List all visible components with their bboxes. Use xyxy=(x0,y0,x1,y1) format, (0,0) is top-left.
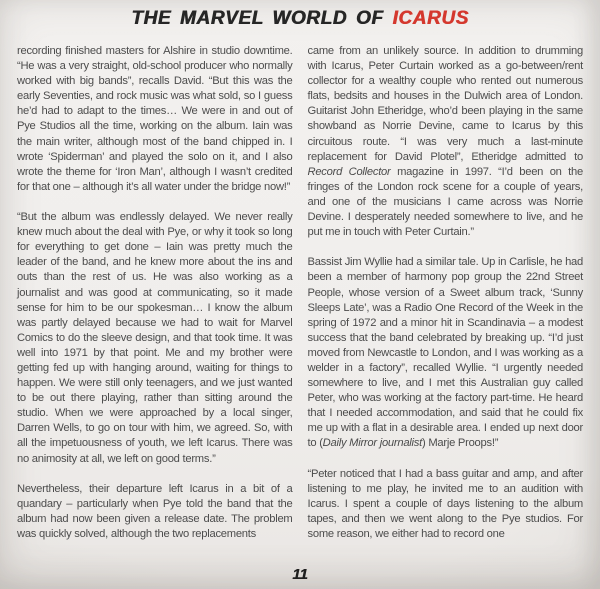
text-run: came from an unlikely source. In addition to drumming with Icarus, Peter Curtain worked as a go-between/rent collector for a wealthy couple who rented out numerous flats, bedsits and houses in the Dulwich area of London. Guitarist John Etheridge, who’d been playing in the same showband as Norrie Devine, came to Icarus by this circuitous route. “I was very much a last-minute replacement for David Plotel”, Etheridge admitted to xyxy=(307,45,583,163)
paragraph xyxy=(17,210,293,467)
text-run: “Peter noticed that I had a bass guitar and amp, and after listening to me play, he invited me to an audition with Icarus. I spent a couple of days listening to the album tapes, and then we went along to the Pye studios. For some reason, we either had to record one xyxy=(307,467,583,540)
text-run: Bassist Jim Wyllie had a similar tale. Up in Carlisle, he had been a member of harmony pop group the 22nd Street People, whose version of a Sweet album track, ‘Sunny Sleeps Late’, was a Radio One Record of the Week in the spring of 1972 and a minor hit in Scandinavia – a modest success that the band celebrated by breaking up. “I’d just moved from Newcastle to London, and I was working as a welder in a factory”, recalled Wyllie. “I urgently needed somewhere to live, and I met this Australian guy called Peter, who was working at the factory part-time. He heard that I needed accommodation, and said that he could fix me up with a flat in a desirable area. I ended up next door to ( xyxy=(307,256,583,450)
text-run: magazine in 1997. “I’d been on the fringes of the London rock scene for a couple of years, and one of the musicians I came across was Norrie Devine. I desperately needed somewhere to live, and he put me in touch with Peter Curtain.” xyxy=(307,165,583,239)
article-columns xyxy=(17,44,583,542)
page-number: 11 xyxy=(292,566,308,583)
text-run-italic: Daily Mirror journalist xyxy=(322,437,422,450)
paragraph xyxy=(308,467,584,542)
header-title-accent: ICARUS xyxy=(392,8,469,29)
header-title-main: THE MARVEL WORLD OF xyxy=(131,8,384,29)
text-column-left xyxy=(17,44,293,542)
paragraph xyxy=(17,482,293,542)
page-header xyxy=(0,8,600,30)
paragraph xyxy=(308,44,584,240)
text-run: recording finished masters for Alshire in studio downtime. “He was a very straight, old-school producer who normally worked with big bands”, recalls David. “But this was the early Seventies, and rock music was what sold, so I guess he’d had to adapt to the times… We were in and out of Pye Studios all the time, working on the album. Iain was the main writer, although most of the band chipped in. I wrote ‘Spiderman’ and played the solo on it, and I also wrote the theme for ‘Iron Man’, although I wasn’t credited for that one – although it’s all water under the bridge now!” xyxy=(17,45,293,193)
text-run: Nevertheless, their departure left Icarus in a bit of a quandary – particularly when Pye told the band that the album had now been given a release date. The problem was quickly solved, although the two replacements xyxy=(17,482,293,540)
text-run: ) Marje Proops!” xyxy=(421,437,499,450)
text-run-italic: Record Collector xyxy=(307,165,391,178)
text-column-right xyxy=(308,44,584,542)
text-run: “But the album was endlessly delayed. We never really knew much about the deal with Pye, or why it took so long for everything to get done – Iain was pretty much the leader of the band, and he knew more about the ins and outs than the rest of us. He was also working as a journalist and was good at communicating, so it made sense for him to be our spokesman… I know the album was partly delayed because we had to wait for Marvel Comics to do the sleeve design, and that took time. It was well into 1971 by that point. Me and my brother were getting fed up with hanging around, waiting for things to happen. We were still only teenagers, and we just wanted to be out there playing, rather than sitting around the studio. When we were approached by a local singer, Darren Wells, to go on tour with him, we agreed. So, with all the impetuousness of youth, we left Icarus. There was no animosity at all, we left on good terms.” xyxy=(17,211,293,465)
paragraph xyxy=(308,255,584,451)
paragraph xyxy=(17,44,293,195)
